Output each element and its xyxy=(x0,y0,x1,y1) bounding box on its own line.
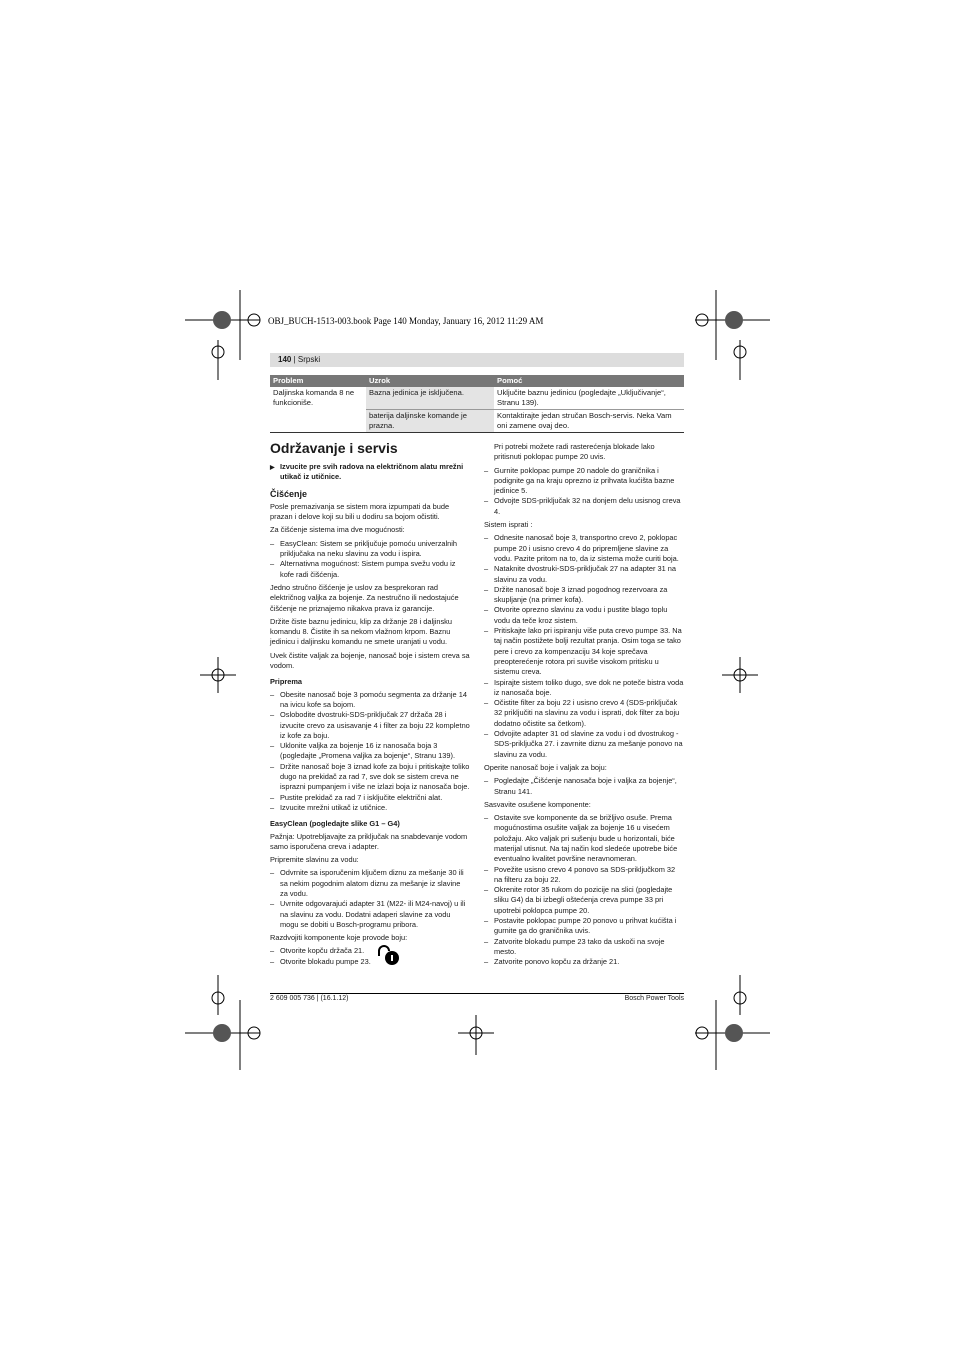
list-item: – Uklonite valjka za bojenje 16 iz nanosača boja 3 (pogledajte „Promena valjka za bojenje“, Stranu 139). xyxy=(270,741,470,762)
cell-cause: baterija daljinske komande je prazna. xyxy=(366,410,494,433)
list-item: – Otvorite blokadu pumpe 23. xyxy=(270,957,470,967)
footer-brand: Bosch Power Tools xyxy=(624,995,684,1002)
list-item: – Odvrnite sa isporučenim ključem diznu za mešanje 30 ili sa nekim pogodnim alatom diznu za mešanje iz slavine za vodu. xyxy=(270,868,470,899)
heading-cleaning: Čišćenje xyxy=(270,488,308,499)
list-item: – Odnesite nanosač boje 3, transportno crevo 2, poklopac pumpe 20 i usisno crevo 4 do pripremljene slavine za vodu. Pazite pritom na to, da iz sistema može curiti boja. xyxy=(484,533,684,564)
list-item: – Povežite usisno crevo 4 ponovo sa SDS-priključkom 32 na filteru za boju 22. xyxy=(484,865,684,886)
list-item: – Zatvorite ponovo kopču za držanje 21. xyxy=(484,957,684,967)
paragraph: Jedno stručno čišćenje je uslov za besprekoran rad električnog valjka za bojenje. Za nestručno ili nedostajuće čišćenje ne priznajemo nikakva prava iz garancije. xyxy=(270,582,459,613)
cell-remedy: Uključite baznu jedinicu (pogledajte „Uključivanje“, Stranu 139). xyxy=(494,387,684,410)
col-header-cause: Uzrok xyxy=(366,375,494,387)
list-item: – Odvojite adapter 31 od slavine za vodu i od dvostrukog -SDS-priključka 27. i zavrnite diznu za mešanje ponovo na slavinu za vodu. xyxy=(484,729,684,760)
page-footer xyxy=(270,993,684,1002)
paragraph: Sasvavite osušene komponente: xyxy=(484,799,591,809)
paragraph: Pripremite slavinu za vodu: xyxy=(270,855,359,865)
list-item: – Pogledajte „Čišćenje nanosača boje i valjka za bojenje“, Stranu 141. xyxy=(484,776,684,797)
list-item: – Obesite nanosač boje 3 pomoću segmenta za držanje 14 na ivicu kofe sa bojom. xyxy=(270,690,470,711)
list-item: – Nataknite dvostruki-SDS-priključak 27 na adapter 31 na slavinu za vodu. xyxy=(484,564,684,585)
heading-easyclean: EasyClean (pogledajte slike G1 – G4) xyxy=(270,819,400,829)
warning-item: ▶ Izvucite pre svih radova na električnom alatu mrežni utikač iz utičnice. xyxy=(270,462,470,483)
footer-doc-number: 2 609 005 736 | (16.1.12) xyxy=(270,995,349,1002)
col-header-remedy: Pomoć xyxy=(494,375,684,387)
list-item: – Alternativna mogućnost: Sistem pumpa svežu vodu iz kofe radi čišćenja. xyxy=(270,559,470,580)
list-item: – Odvojte SDS-priključak 32 na donjem delu usisnog creva 4. xyxy=(484,496,684,517)
paragraph: Pri potrebi možete radi rasterećenja blokade lako pritisnuti poklopac pumpe 20 uvis. xyxy=(494,442,655,462)
list-item: – Ispirajte sistem toliko dugo, sve dok ne poteče bistra voda iz nanosača boje. xyxy=(484,678,684,699)
page-header-bar: 140 | Srpski xyxy=(270,353,684,367)
paragraph: Sistem isprati : xyxy=(484,520,533,530)
list-item: – Otvorite oprezno slavinu za vodu i pustite blago toplu vodu da teče kroz sistem. xyxy=(484,605,684,626)
list-item: – Gurnite poklopac pumpe 20 nadole do graničnika i podignite ga na kraju oprezno iz prihvata kućišta bazne jedinice 5. xyxy=(484,466,684,497)
col-header-problem: Problem xyxy=(270,375,366,387)
list-item: – Otvorite kopču držača 21. xyxy=(270,946,470,956)
table-row xyxy=(270,387,684,410)
cell-cause: Bazna jedinica je isključena. xyxy=(366,387,494,410)
troubleshooting-table xyxy=(270,375,684,433)
paragraph: Držite čiste baznu jedinicu, klip za držanje 28 i daljinsku komandu 8. Čistite ih sa nekom vlažnom krpom. Baznu jedinicu i daljinsku komandu ne smete uranjati u vodu. xyxy=(270,616,452,647)
list-item: – Držite nanosač boje 3 iznad kofe za boju i pritiskajte toliko dugo na prekidač za rad 7, sve dok se sistem creva ne isprazni pumpanjem i više ne izlazi boja iz nanosača boje. xyxy=(270,762,470,793)
paragraph: Uvek čistite valjak za bojenje, nanosač boje i sistem creva sa vodom. xyxy=(270,650,470,671)
section-title: Održavanje i servis xyxy=(270,440,398,456)
list-item: – Okrenite rotor 35 rukom do pozicije na slici (pogledajte sliku G4) da bi izbegli oštećenja creva pumpe 33 pri upotrebi poklopca pumpe 20. xyxy=(484,885,684,916)
list-item: – Zatvorite blokadu pumpe 23 tako da uskoči na svoje mesto. xyxy=(484,937,684,958)
list-item: – Postavite poklopac pumpe 20 ponovo u prihvat kućišta i gurnite ga do graničnika uvis. xyxy=(484,916,684,937)
list-item: – Pustite prekidač za rad 7 i isključite električni alat. xyxy=(270,793,470,803)
list-item: – Ostavite sve komponente da se brižljivo osuše. Prema mogućnostima osušite valjak za bojenje 16 u visećem položaju. Ako valjak pri sušenju bude u horizontali, biće materijal utisnut. Na taj način kod sledeće upotrebe biće eventualno kvalitet površine neravnomeran. xyxy=(484,813,684,864)
list-item: – Uvrnite odgovarajući adapter 31 (M22- ili M24-navoj) u ili na slavinu za vodu. Dodatni adaperi slavine za vodu mogu se dobiti u Bosch-programu pribora. xyxy=(270,899,470,930)
cell-problem: Daljinska komanda 8 ne funkcioniše. xyxy=(270,387,366,433)
list-item: – Očistite filter za boju 22 i usisno crevo 4 (SDS-priključak 32 priključiti na slavinu za vodu i isprati, dok filter za boju dodatno očistite sa četkom). xyxy=(484,698,684,729)
list-item: – EasyClean: Sistem se priključuje pomoću univerzalnih priključaka na neku slavinu za vodu i ispira. xyxy=(270,539,470,560)
paragraph: Pažnja: Upotrebljavajte za priključak na snabdevanje vodom samo isporučena creva i adapter. xyxy=(270,831,468,851)
paragraph: Za čišćenje sistema ima dve mogućnosti: xyxy=(270,525,405,535)
list-item: – Oslobodite dvostruki-SDS-priključak 27 držača 28 i izvucite crevo za usisavanje 4 i filter za boju 22 kompletno iz kofe za boju. xyxy=(270,710,470,741)
paragraph: Razdvojiti komponente koje provode boju: xyxy=(270,933,408,943)
list-item: – Držite nanosač boje 3 iznad pogodnog rezervoara za skupljanje (na primer kofa). xyxy=(484,585,684,606)
language-label: Srpski xyxy=(297,355,321,364)
right-column xyxy=(484,442,684,971)
list-item: – Pritiskajte lako pri ispiranju više puta crevo pumpe 33. Na taj način postižete bolji rezultat pranja. Osim toga se tako pere i crevo za kompenzaciju 34 koje sprečava preopterećenje rotora pri suviše visokom pritisku u sistemu creva. xyxy=(484,626,684,677)
page-number: 140 xyxy=(278,355,292,364)
book-info: OBJ_BUCH-1513-003.book Page 140 Monday, January 16, 2012 11:29 AM xyxy=(268,316,544,326)
paragraph: Operite nanosač boje i valjak za boju: xyxy=(484,762,607,772)
list-item: – Izvucite mrežni utikač iz utičnice. xyxy=(270,803,470,813)
unlock-icon xyxy=(376,944,402,966)
left-column xyxy=(270,440,470,970)
paragraph: Posle premazivanja se sistem mora izpumpati da bude prazan i delove koji su bili u dodiru sa bojom očistiti. xyxy=(270,501,450,522)
heading-prep: Priprema xyxy=(270,677,303,687)
cell-remedy: Kontaktirajte jedan stručan Bosch-servis. Neka Vam oni zamene ovaj deo. xyxy=(494,410,684,433)
